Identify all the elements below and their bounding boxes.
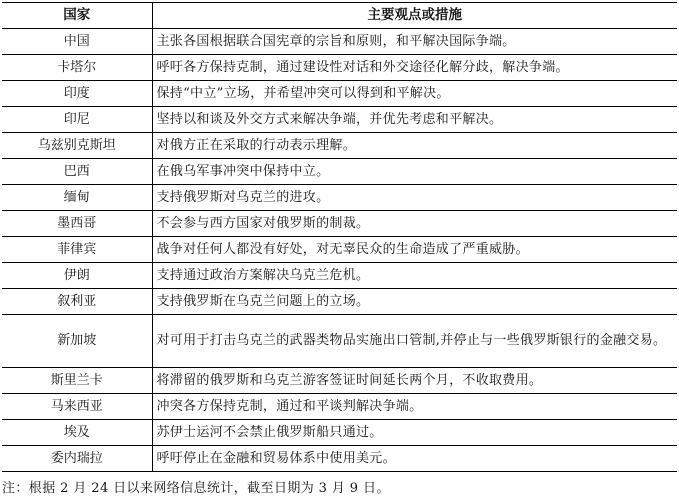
header-row	[2, 3, 677, 29]
view-cell: 战争对任何人都没有好处，对无辜民众的生命造成了严重威胁。	[152, 237, 677, 263]
view-cell: 对俄方正在采取的行动表示理解。	[152, 133, 677, 159]
table-row	[2, 237, 677, 263]
view-cell: 支持通过政治方案解决乌克兰危机。	[152, 263, 677, 289]
document	[2, 2, 677, 496]
country-cell: 乌兹别克斯坦	[2, 133, 152, 159]
country-cell: 缅甸	[2, 185, 152, 211]
table-note: 注：根据 2 月 24 日以来网络信息统计，截至日期为 3 月 9 日。	[2, 481, 390, 496]
view-cell: 呼吁停止在金融和贸易体系中使用美元。	[156, 450, 396, 466]
view-cell: 在俄乌军事冲突中保持中立。	[152, 159, 677, 185]
view-cell: 支持俄罗斯对乌克兰的进攻。	[152, 185, 677, 211]
view-cell: 对可用于打击乌克兰的武器类物品实施出口管制,并停止与一些俄罗斯银行的金融交易。	[152, 315, 677, 368]
view-column-header: 主要观点或措施	[152, 3, 677, 29]
view-cell: 苏伊士运河不会禁止俄罗斯船只通过。	[152, 420, 677, 446]
country-cell: 中国	[2, 29, 152, 55]
table-row	[2, 289, 677, 315]
table-row	[2, 55, 677, 81]
country-column-header: 国家	[2, 3, 152, 29]
table-row	[2, 394, 677, 420]
country-cell: 印度	[2, 81, 152, 107]
country-cell: 委内瑞拉	[2, 446, 152, 472]
country-positions-table	[2, 2, 677, 472]
table-row	[2, 81, 677, 107]
country-cell: 马来西亚	[2, 394, 152, 420]
country-cell: 叙利亚	[2, 289, 152, 315]
view-cell: 冲突各方保持克制，通过和平谈判解决争端。	[152, 394, 677, 420]
country-cell: 印尼	[2, 107, 152, 133]
view-cell: 支持俄罗斯在乌克兰问题上的立场。	[152, 289, 677, 315]
view-cell: 呼吁各方保持克制，通过建设性对话和外交途径化解分歧，解决争端。	[152, 55, 677, 81]
country-cell: 新加坡	[2, 315, 152, 368]
country-cell: 墨西哥	[2, 211, 152, 237]
view-cell: 主张各国根据联合国宪章的宗旨和原则，和平解决国际争端。	[152, 29, 677, 55]
table-row	[2, 315, 677, 368]
country-cell: 伊朗	[2, 263, 152, 289]
table-row	[2, 263, 677, 289]
table-row	[2, 107, 677, 133]
table-row	[2, 29, 677, 55]
table-row	[2, 133, 677, 159]
view-cell: 坚持以和谈及外交方式来解决争端，并优先考虑和平解决。	[152, 107, 677, 133]
view-cell: 不会参与西方国家对俄罗斯的制裁。	[152, 211, 677, 237]
country-cell: 菲律宾	[2, 237, 152, 263]
table-row	[2, 420, 677, 446]
country-cell: 斯里兰卡	[2, 368, 152, 394]
country-cell: 巴西	[2, 159, 152, 185]
table-row	[2, 211, 677, 237]
table-row	[2, 185, 677, 211]
table-row	[2, 368, 677, 394]
view-cell: 保持“中立”立场，并希望冲突可以得到和平解决。	[152, 81, 677, 107]
view-cell: 将滞留的俄罗斯和乌克兰游客签证时间延长两个月，不收取费用。	[152, 368, 677, 394]
table-row	[2, 446, 677, 472]
table-row	[2, 159, 677, 185]
country-cell: 埃及	[2, 420, 152, 446]
country-cell: 卡塔尔	[2, 55, 152, 81]
